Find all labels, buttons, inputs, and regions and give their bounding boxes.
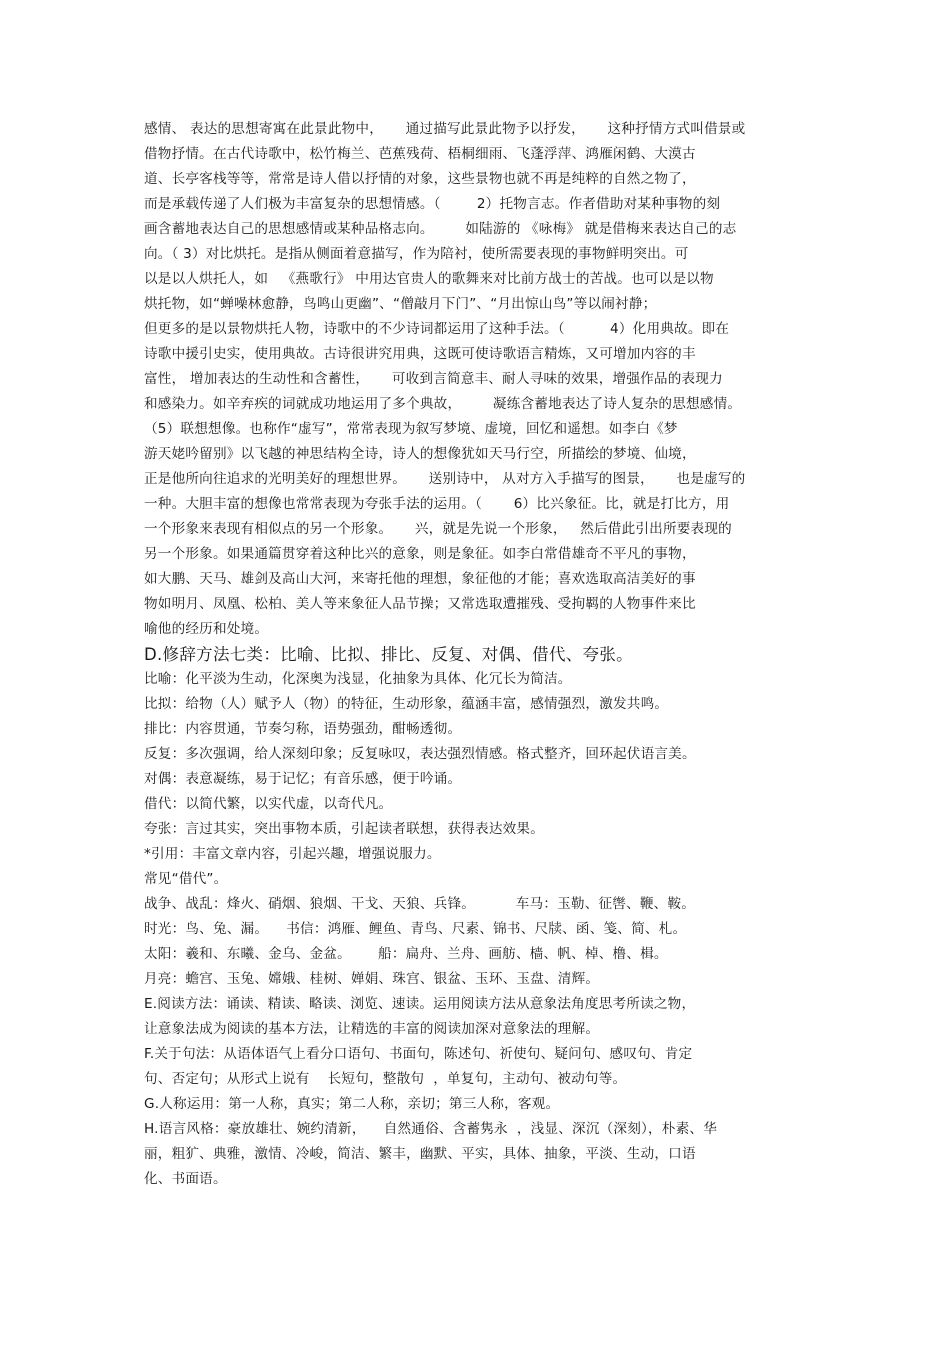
text-line: 反复：多次强调，给人深刻印象；反复咏叹，表达强烈情感。格式整齐，回环起伏语言美。 (144, 746, 696, 762)
text-line: 排比：内容贯通，节奏匀称，语势强劲，酣畅透彻。 (144, 721, 462, 737)
text-line: 烘托物，如“蝉噪林愈静，鸟鸣山更幽”、“僧敲月下门”、“月出惊山鸟”等以闹衬静； (144, 296, 657, 312)
text-line: 让意象法成为阅读的基本方法，让精选的丰富的阅读加深对意象法的理解。 (144, 1021, 600, 1037)
section-heading-rhetoric: D.修辞方法七类：比喻、比拟、排比、反复、对偶、借代、夸张。 (144, 645, 633, 664)
text-line: 丽，粗犷、典雅，激情、冷峻，简洁、繁丰，幽默、平实，具体、抽象，平淡、生动，口语 (144, 1146, 696, 1162)
text-line: 游天姥吟留别》以飞越的神思结构全诗，诗人的想像犹如天马行空，所描绘的梦境、仙境， (144, 446, 696, 462)
text-line: 和感染力。如辛弃疾的词就成功地运用了多个典故， 凝练含蓄地表达了诗人复杂的思想感情。 (144, 396, 742, 412)
text-line: F.关于句法：从语体语气上看分口语句、书面句，陈述句、祈使句、疑问句、感叹句、肯定 (144, 1046, 693, 1062)
text-line: 向。（ 3）对比烘托。是指从侧面着意描写，作为陪衬，使所需要表现的事物鲜明突出。可 (144, 246, 689, 262)
text-line: 道、长亭客栈等等，常常是诗人借以抒情的对象，这些景物也就不再是纯粹的自然之物了， (144, 171, 696, 187)
text-line: 富性， 增加表达的生动性和含蓄性， 可收到言简意丰、耐人寻味的效果，增强作品的表现力 (144, 371, 723, 387)
text-line: 夸张：言过其实，突出事物本质，引起读者联想，获得表达效果。 (144, 821, 545, 837)
text-line: 画含蓄地表达自己的思想感情或某种品格志向。 如陆游的 《咏梅》 就是借梅来表达自己的志 (144, 221, 737, 237)
text-line: 对偶：表意凝练，易于记忆；有音乐感，便于吟诵。 (144, 771, 462, 787)
text-line: 物如明月、凤凰、松柏、美人等来象征人品节操；又常选取遭摧残、受拘羁的人物事件来比 (144, 596, 696, 612)
text-line: 一个形象来表现有相似点的另一个形象。 兴，就是先说一个形象， 然后借此引出所要表现的 (144, 521, 732, 537)
text-line: 常见“借代”。 (144, 871, 228, 887)
text-line: 化、书面语。 (144, 1171, 227, 1187)
text-line: 借物抒情。在古代诗歌中，松竹梅兰、芭蕉残荷、梧桐细雨、飞蓬浮萍、鸿雁闲鹤、大漠古 (144, 146, 696, 162)
text-line: 而是承载传递了人们极为丰富复杂的思想情感。（ 2）托物言志。作者借助对某种事物的刻 (144, 196, 721, 212)
text-line: 诗歌中援引史实，使用典故。古诗很讲究用典，这既可使诗歌语言精炼，又可增加内容的丰 (144, 346, 696, 362)
text-line: 月亮：蟾宫、玉兔、嫦娥、桂树、婵娟、珠宫、银盆、玉环、玉盘、清辉。 (144, 971, 600, 987)
text-line: （5）联想想像。也称作“虚写”，常常表现为叙写梦境、虚境，回忆和遥想。如李白《梦 (144, 421, 678, 437)
text-line: *引用：丰富文章内容，引起兴趣，增强说服力。 (144, 846, 441, 862)
text-line: 如大鹏、天马、雄剑及高山大河，来寄托他的理想，象征他的才能；喜欢选取高洁美好的事 (144, 571, 696, 587)
text-line: 但更多的是以景物烘托人物，诗歌中的不少诗词都运用了这种手法。（ 4）化用典故。即在 (144, 321, 730, 337)
text-line: 句、否定句；从形式上说有 长短句，整散句 ，单复句，主动句、被动句等。 (144, 1071, 627, 1087)
text-line: 正是他所向往追求的光明美好的理想世界。 送别诗中， 从对方入手描写的图景， 也是虚写的 (144, 471, 746, 487)
text-line: 以是以人烘托人，如 《燕歌行》 中用达官贵人的歌舞来对比前方战士的苦战。也可以是以物 (144, 271, 714, 287)
text-line: 一种。大胆丰富的想像也常常表现为夸张手法的运用。（ 6）比兴象征。比，就是打比方，用 (144, 496, 730, 512)
text-line: 借代：以简代繁，以实代虚，以奇代凡。 (144, 796, 393, 812)
text-line: 太阳：羲和、东曦、金乌、金盆。 船：扁舟、兰舟、画舫、樯、帆、棹、橹、楫。 (144, 946, 668, 962)
text-line: 比拟：给物（人）赋予人（物）的特征，生动形象，蕴涵丰富，感情强烈，激发共鸣。 (144, 696, 669, 712)
text-line: E.阅读方法：诵读、精读、略读、浏览、速读。运用阅读方法从意象法角度思考所读之物， (144, 996, 696, 1012)
text-line: 时光：鸟、兔、漏。 书信：鸿雁、鲤鱼、青鸟、尺素、锦书、尺牍、函、笺、简、札。 (144, 921, 687, 937)
text-line: 另一个形象。如果通篇贯穿着这种比兴的意象，则是象征。如李白常借雄奇不平凡的事物， (144, 546, 696, 562)
text-line: 感情、 表达的思想寄寓在此景此物中， 通过描写此景此物予以抒发， 这种抒情方式叫借景或 (144, 121, 746, 137)
text-line: 战争、战乱：烽火、硝烟、狼烟、干戈、天狼、兵锋。 车马：玉勒、征辔、鞭、鞍。 (144, 896, 696, 912)
text-line: 喻他的经历和处境。 (144, 621, 269, 637)
text-line: 比喻：化平淡为生动，化深奥为浅显，化抽象为具体、化冗长为简洁。 (144, 671, 572, 687)
text-line: G.人称运用：第一人称，真实；第二人称，亲切；第三人称，客观。 (144, 1096, 560, 1112)
text-line: H.语言风格：豪放雄壮、婉约清新， 自然通俗、含蓄隽永 ，浅显、深沉（深刻），朴素、华 (144, 1121, 717, 1137)
